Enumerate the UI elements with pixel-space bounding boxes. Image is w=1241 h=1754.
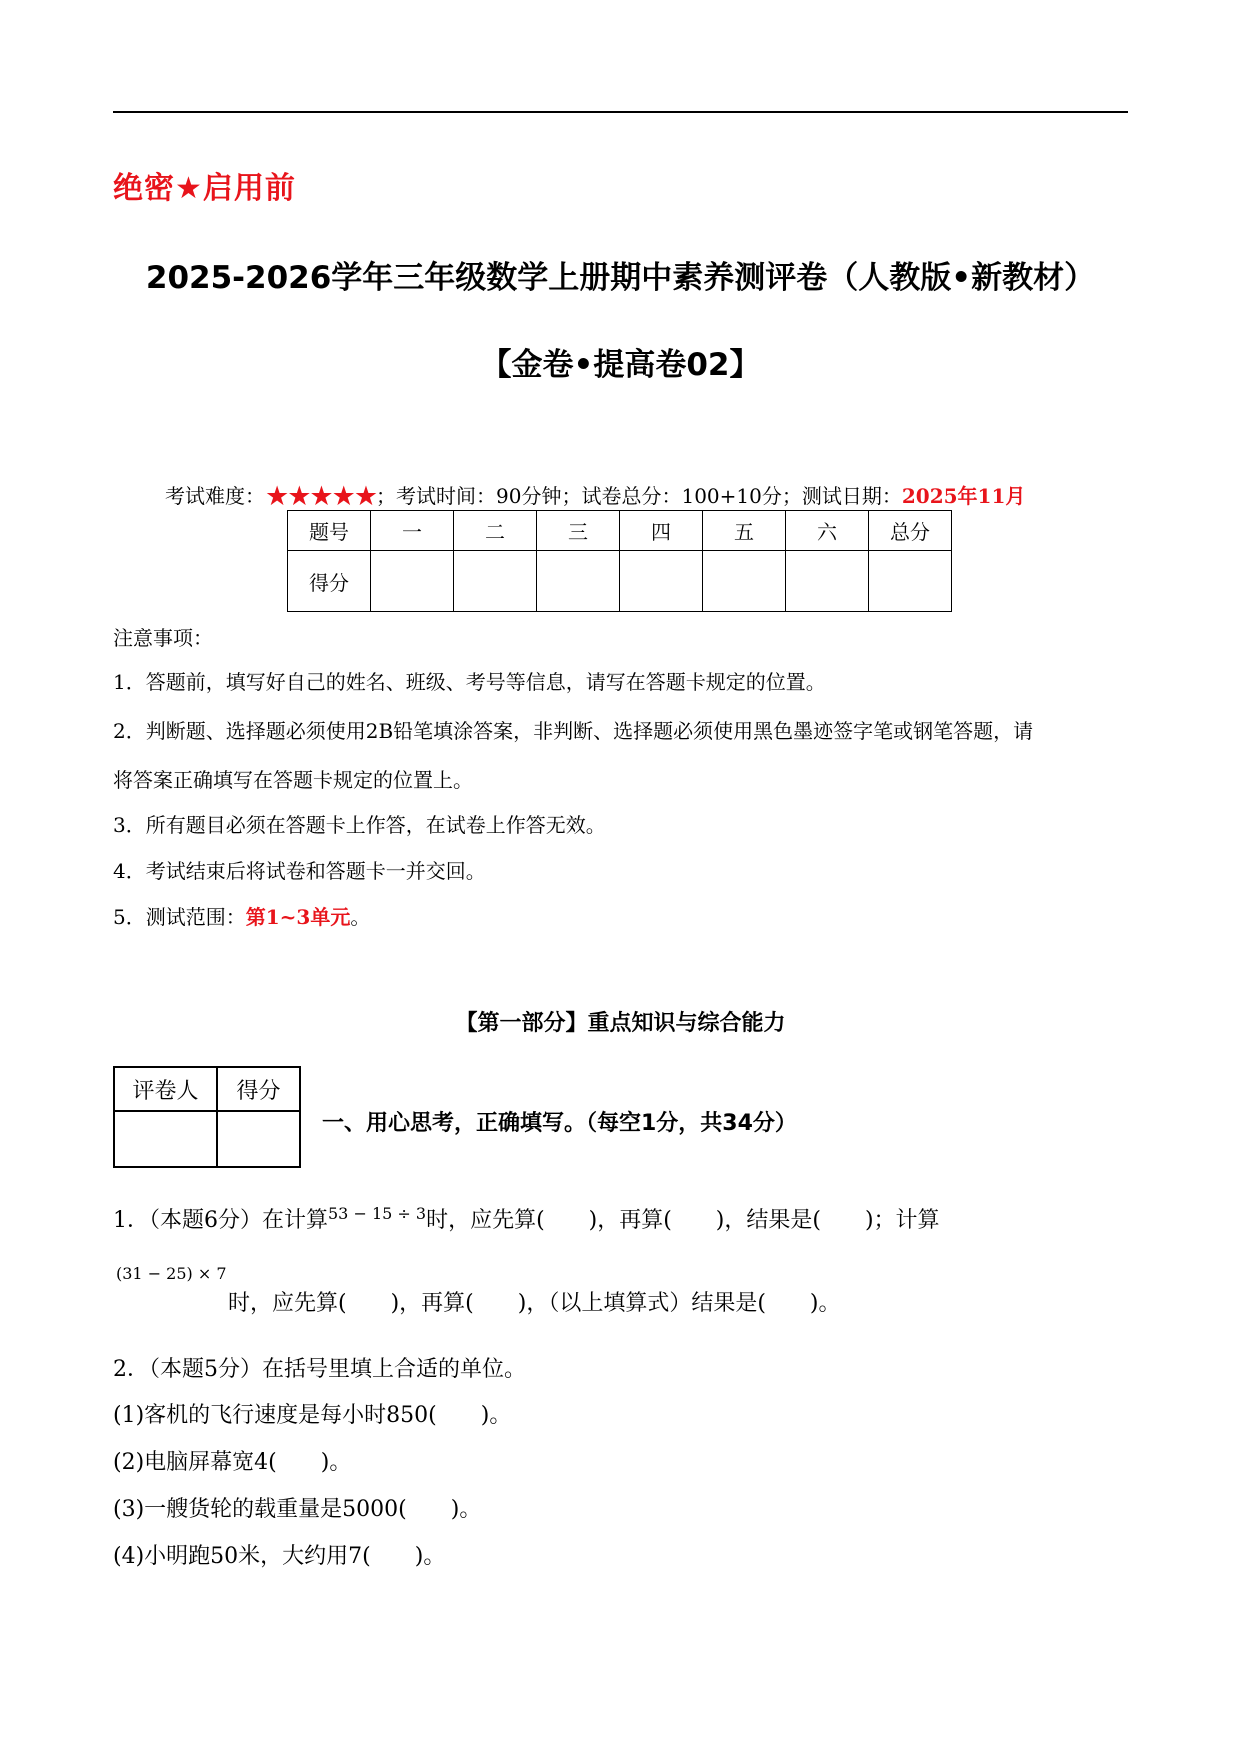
score-table-header-row: [288, 511, 952, 551]
score-header-cell: 总分: [869, 511, 952, 551]
q2-item: (1)客机的飞行速度是每小时850( )。: [113, 1403, 512, 1428]
score-row-label: 得分: [288, 551, 371, 612]
note-item: 4．考试结束后将试卷和答题卡一并交回。: [113, 859, 486, 883]
exam-time-text: ；考试时间：90分钟；试卷总分：100+10分；测试日期：: [376, 484, 902, 508]
question-1-line-1: [113, 1203, 940, 1234]
score-header-cell: 六: [786, 511, 869, 551]
score-cell: [537, 551, 620, 612]
note-item: 将答案正确填写在答题卡规定的位置上。: [113, 768, 473, 792]
note-range-value: 第1~3单元: [245, 905, 351, 929]
score-cell: [371, 551, 454, 612]
exam-date: 2025年11月: [901, 484, 1026, 508]
exam-title: 2025-2026学年三年级数学上册期中素养测评卷（人教版•新教材）: [145, 260, 1096, 296]
question-2: 2．（本题5分）在括号里填上合适的单位。: [113, 1357, 526, 1382]
score-header-cell: 题号: [288, 511, 371, 551]
q1-text-b: 时，应先算( )，再算( )，结果是( )；计算: [426, 1208, 940, 1233]
score-table-score-row: [288, 551, 952, 612]
notes-heading: 注意事项：: [113, 626, 213, 650]
note-item: 1．答题前，填写好自己的姓名、班级、考号等信息，请写在答题卡规定的位置。: [113, 670, 826, 694]
q1-text-c: 时，应先算( )，再算( )，（以上填算式）结果是( )。: [228, 1291, 841, 1316]
difficulty-label: 考试难度：: [165, 484, 265, 508]
q2-item: (2)电脑屏幕宽4( )。: [113, 1450, 352, 1475]
score-header-cell: 一: [371, 511, 454, 551]
difficulty-stars-icon: ★★★★★: [265, 481, 377, 512]
q1-formula-2: (31 − 25) × 7: [116, 1264, 227, 1283]
grader-score-cell: [217, 1111, 300, 1167]
note-item-range: [113, 901, 370, 930]
q2-item: (4)小明跑50米，大约用7( )。: [113, 1544, 446, 1569]
grader-label: 评卷人: [114, 1067, 217, 1111]
score-cell: [620, 551, 703, 612]
score-cell: [454, 551, 537, 612]
score-header-cell: 三: [537, 511, 620, 551]
score-table: [287, 510, 952, 612]
note-range-prefix: 5．测试范围：: [113, 905, 246, 929]
note-item: 3．所有题目必须在答题卡上作答，在试卷上作答无效。: [113, 813, 606, 837]
note-item: 2．判断题、选择题必须使用2B铅笔填涂答案，非判断、选择题必须使用黑色墨迹签字笔或钢笔答题，请: [113, 719, 1034, 743]
top-rule: [113, 111, 1128, 113]
section-title: 一、用心思考，正确填写。（每空1分，共34分）: [322, 1111, 797, 1136]
score-header-cell: 四: [620, 511, 703, 551]
secret-label: 绝密★启用前: [113, 171, 296, 206]
q1-formula-1: 53 − 15 ÷ 3: [328, 1204, 427, 1223]
score-cell: [786, 551, 869, 612]
part1-heading: 【第一部分】重点知识与综合能力: [455, 1011, 786, 1036]
grader-table: [113, 1066, 301, 1168]
score-cell: [869, 551, 952, 612]
exam-info-line: [165, 480, 1025, 512]
q1-text-a: 1．（本题6分）在计算: [113, 1208, 328, 1233]
grader-cell: [114, 1111, 217, 1167]
score-header-cell: 五: [703, 511, 786, 551]
grader-score-label: 得分: [217, 1067, 300, 1111]
score-header-cell: 二: [454, 511, 537, 551]
score-cell: [703, 551, 786, 612]
q2-item: (3)一艘货轮的载重量是5000( )。: [113, 1497, 482, 1522]
exam-subtitle: 【金卷•提高卷02】: [480, 347, 761, 383]
note-range-suffix: 。: [350, 905, 371, 929]
